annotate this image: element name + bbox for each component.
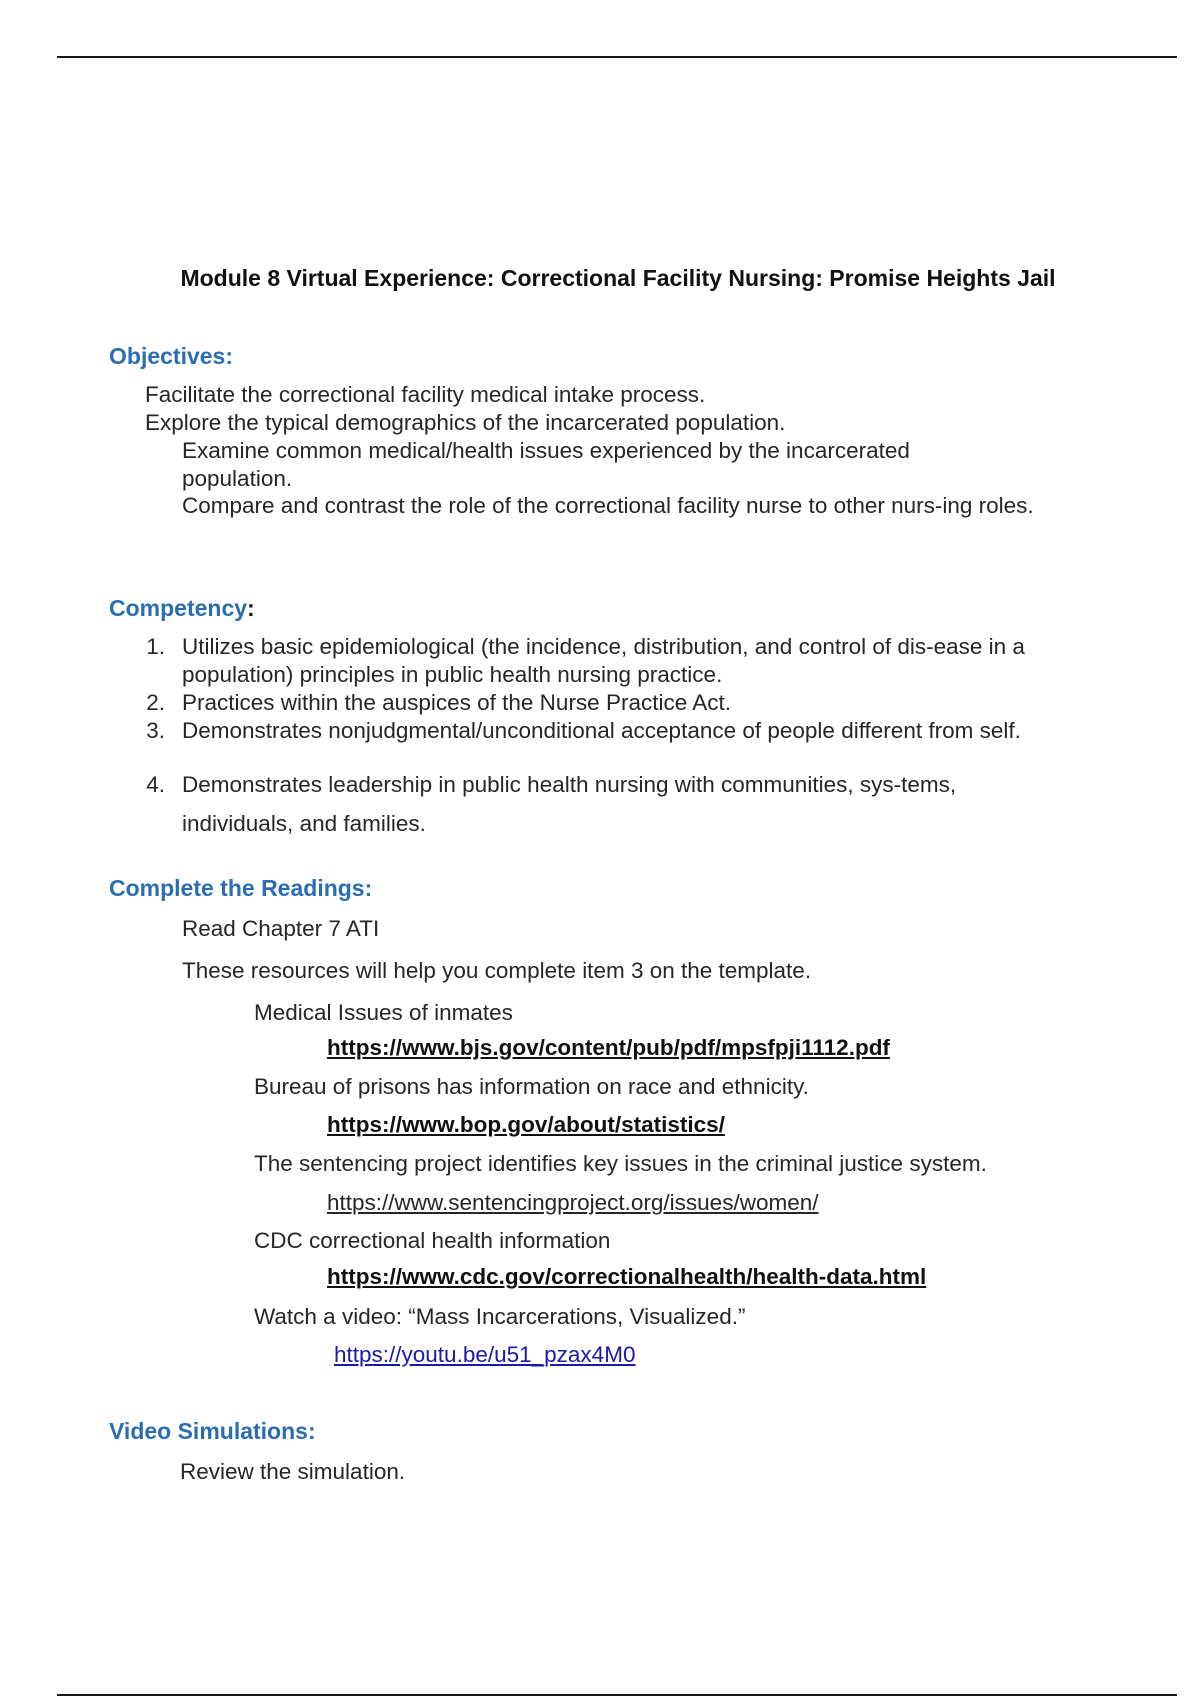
objective-item: Explore the typical demographics of the incarcerated population. <box>145 410 786 435</box>
resource-label: Watch a video: “Mass Incarcerations, Visualized.” <box>254 1304 746 1329</box>
competency-item: Demonstrates leadership in public health nursing with communities, sys-tems, <box>182 772 957 797</box>
top-rule <box>57 56 1177 58</box>
resource-link[interactable]: https://www.bop.gov/about/statistics/ <box>327 1112 725 1137</box>
competency-heading: Competency: <box>109 595 255 621</box>
resources-note: These resources will help you complete item 3 on the template. <box>182 958 812 983</box>
readings-heading: Complete the Readings: <box>109 875 373 901</box>
objectives-heading: Objectives: <box>109 343 233 369</box>
list-number: 3. <box>146 718 165 743</box>
read-chapter: Read Chapter 7 ATI <box>182 916 380 941</box>
objective-item: Examine common medical/health issues experienced by the incarcerated <box>182 438 910 463</box>
bottom-rule <box>57 1694 1177 1696</box>
video-link[interactable]: https://youtu.be/u51_pzax4M0 <box>334 1342 636 1367</box>
resource-label: Bureau of prisons has information on race and ethnicity. <box>254 1074 809 1099</box>
resource-label: Medical Issues of inmates <box>254 1000 513 1025</box>
competency-item: population) principles in public health nursing practice. <box>182 662 723 687</box>
simulations-text: Review the simulation. <box>180 1459 406 1484</box>
resource-label: The sentencing project identifies key issues in the criminal justice system. <box>254 1151 987 1176</box>
competency-item: Demonstrates nonjudgmental/unconditional acceptance of people different from self. <box>182 718 1021 743</box>
resource-link[interactable]: https://www.bjs.gov/content/pub/pdf/mpsfpji1112.pdf <box>327 1035 890 1060</box>
page-title: Module 8 Virtual Experience: Correctional Facility Nursing: Promise Heights Jail <box>180 265 1056 291</box>
resource-link[interactable]: https://www.sentencingproject.org/issues/women/ <box>327 1190 819 1215</box>
objective-item: population. <box>182 466 293 491</box>
list-number: 2. <box>146 690 165 715</box>
resource-label: CDC correctional health information <box>254 1228 611 1253</box>
competency-item: Practices within the auspices of the Nurse Practice Act. <box>182 690 731 715</box>
objective-item: Compare and contrast the role of the correctional facility nurse to other nurs-ing roles. <box>182 493 1034 518</box>
objective-item: Facilitate the correctional facility medical intake process. <box>145 382 706 407</box>
resource-link[interactable]: https://www.cdc.gov/correctionalhealth/health-data.html <box>327 1264 927 1289</box>
list-number: 4. <box>146 772 165 797</box>
competency-item: individuals, and families. <box>182 811 426 836</box>
competency-item: Utilizes basic epidemiological (the incidence, distribution, and control of dis-ease in a <box>182 634 1025 659</box>
simulations-heading: Video Simulations: <box>109 1418 316 1444</box>
list-number: 1. <box>146 634 165 659</box>
